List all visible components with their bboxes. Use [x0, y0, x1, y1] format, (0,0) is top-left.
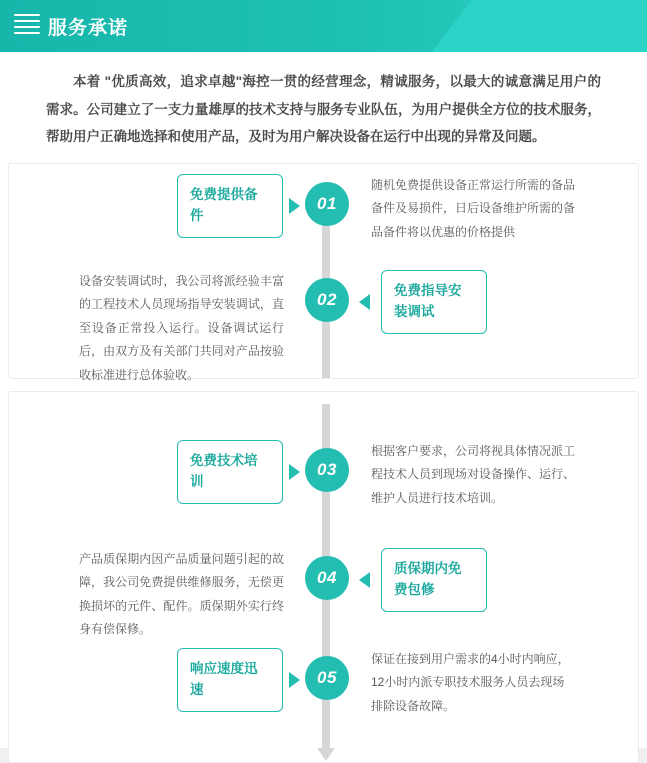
step-number-badge: 03	[305, 448, 349, 492]
connector-arrow-icon	[289, 672, 300, 688]
step-number-badge: 01	[305, 182, 349, 226]
service-item-01	[9, 170, 638, 252]
service-label-box: 免费指导安装调试	[381, 270, 487, 334]
step-number-badge: 04	[305, 556, 349, 600]
service-description: 保证在接到用户需求的4小时内响应，12小时内派专职技术服务人员去现场排除设备故障。	[371, 652, 570, 713]
timeline-arrow-icon	[317, 748, 335, 761]
service-item-04	[9, 544, 638, 637]
service-description: 根据客户要求，公司将视具体情况派工程技术人员到现场对设备操作、运行、维护人员进行技术培训。	[371, 444, 576, 505]
connector-arrow-icon	[359, 572, 370, 588]
service-description: 设备安装调试时，我公司将派经验丰富的工程技术人员现场指导安装调试，直至设备正常投入运行。设备调试运行后，由双方及有关部门共同对产品按验收标准进行总体验收。	[79, 274, 284, 382]
service-item-05	[9, 644, 638, 726]
service-item-03	[9, 436, 638, 518]
service-label-box: 质保期内免费包修	[381, 548, 487, 612]
service-label-box: 免费技术培训	[177, 440, 283, 504]
service-panel-1	[8, 163, 639, 382]
service-item-02	[9, 266, 638, 382]
connector-arrow-icon	[289, 198, 300, 214]
header-wedge-decoration	[432, 0, 647, 52]
connector-arrow-icon	[359, 294, 370, 310]
connector-arrow-icon	[289, 464, 300, 480]
service-description: 产品质保期内因产品质量问题引起的故障，我公司免费提供维修服务，无偿更换损坏的元件、配件。质保期外实行终身有偿保修。	[79, 552, 284, 637]
service-description: 随机免费提供设备正常运行所需的备品备件及易损件，日后设备维护所需的备品备件将以优惠的价格提供	[371, 178, 576, 239]
intro-paragraph: 本着 "优质高效，追求卓越"海控一贯的经营理念，精诚服务，以最大的诚意满足用户的需求。公司建立了一支力量雄厚的技术支持与服务专业队伍，为用户提供全方位的技术服务，帮助用户正确地选择和使用产品，及时为用户解决设备在运行中出现的异常及问题。	[46, 74, 601, 145]
page-title: 服务承诺	[48, 18, 129, 39]
page-header	[0, 0, 647, 52]
step-number-badge: 05	[305, 656, 349, 700]
service-label-box: 响应速度迅速	[177, 648, 283, 712]
service-label-box: 免费提供备件	[177, 174, 283, 238]
menu-lines-icon	[14, 14, 40, 38]
step-number-badge: 02	[305, 278, 349, 322]
service-panel-2	[8, 391, 639, 763]
